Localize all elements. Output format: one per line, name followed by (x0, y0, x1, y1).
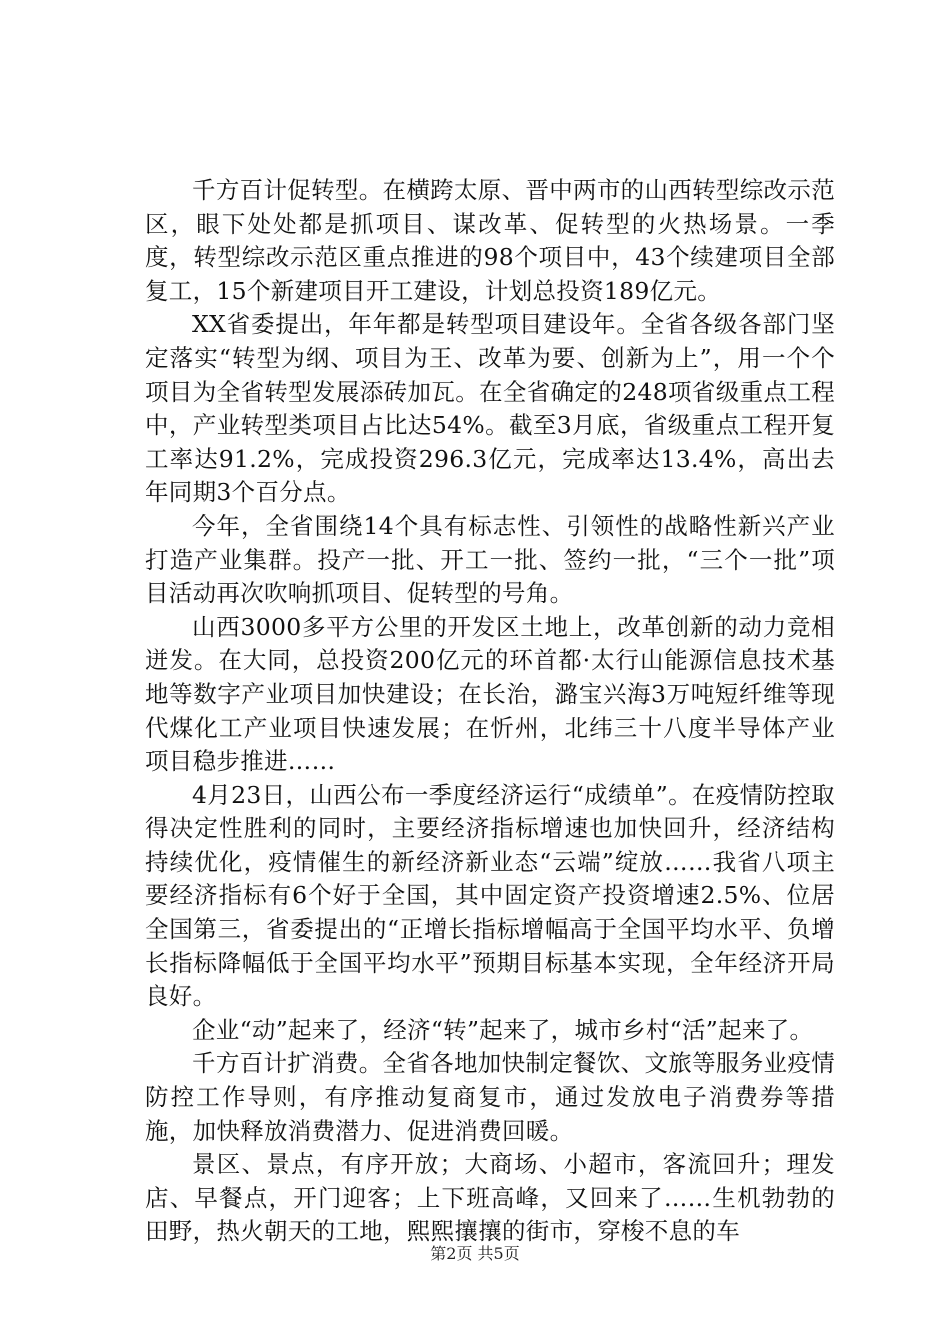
paragraph: XX省委提出，年年都是转型项目建设年。全省各级各部门坚定落实“转型为纲、项目为王、改革为要、创新为上”，用一个个项目为全省转型发展添砖加瓦。在全省确定的248项省级重点工程中，产业转型类项目占比达54%。截至3月底，省级重点工程开复工率达91.2%，完成投资296.3亿元，完成率达13.4%，高出去年同期3个百分点。 (145, 310, 835, 507)
paragraph: 千方百计促转型。在横跨太原、晋中两市的山西转型综改示范区，眼下处处都是抓项目、谋改革、促转型的火热场景。一季度，转型综改示范区重点推进的98个项目中，43个续建项目全部复工，15个新建项目开工建设，计划总投资189亿元。 (145, 176, 835, 305)
document-body (145, 174, 835, 1249)
paragraph: 企业“动”起来了，经济“转”起来了，城市乡村“活”起来了。 (192, 1015, 814, 1044)
paragraph: 今年，全省围绕14个具有标志性、引领性的战略性新兴产业打造产业集群。投产一批、开工一批、签约一批，“三个一批”项目活动再次吹响抓项目、促转型的号角。 (145, 511, 835, 608)
paragraph: 景区、景点，有序开放；大商场、小超市，客流回升；理发店、早餐点，开门迎客；上下班高峰，又回来了……生机勃勃的田野，热火朝天的工地，熙熙攘攘的街市，穿梭不息的车 (145, 1150, 835, 1246)
page-footer: 第2页 共5页 (430, 1244, 520, 1263)
paragraph: 山西3000多平方公里的开发区土地上，改革创新的动力竞相迸发。在大同，总投资200亿元的环首都·太行山能源信息技术基地等数字产业项目加快建设；在长治，潞宝兴海3万吨短纤维等现代煤化工产业项目快速发展；在忻州，北纬三十八度半导体产业项目稳步推进…… (145, 612, 835, 776)
paragraph: 4月23日，山西公布一季度经济运行“成绩单”。在疫情防控取得决定性胜利的同时，主要经济指标增速也加快回升，经济结构持续优化，疫情催生的新经济新业态“云端”绽放……我省八项主要经济指标有6个好于全国，其中固定资产投资增速2.5%、位居全国第三，省委提出的“正增长指标增幅高于全国平均水平、负增长指标降幅低于全国平均水平”预期目标基本实现，全年经济开局良好。 (145, 780, 835, 1011)
paragraph: 千方百计扩消费。全省各地加快制定餐饮、文旅等服务业疫情防控工作导则，有序推动复商复市，通过发放电子消费券等措施，加快释放消费潜力、促进消费回暖。 (145, 1049, 835, 1145)
